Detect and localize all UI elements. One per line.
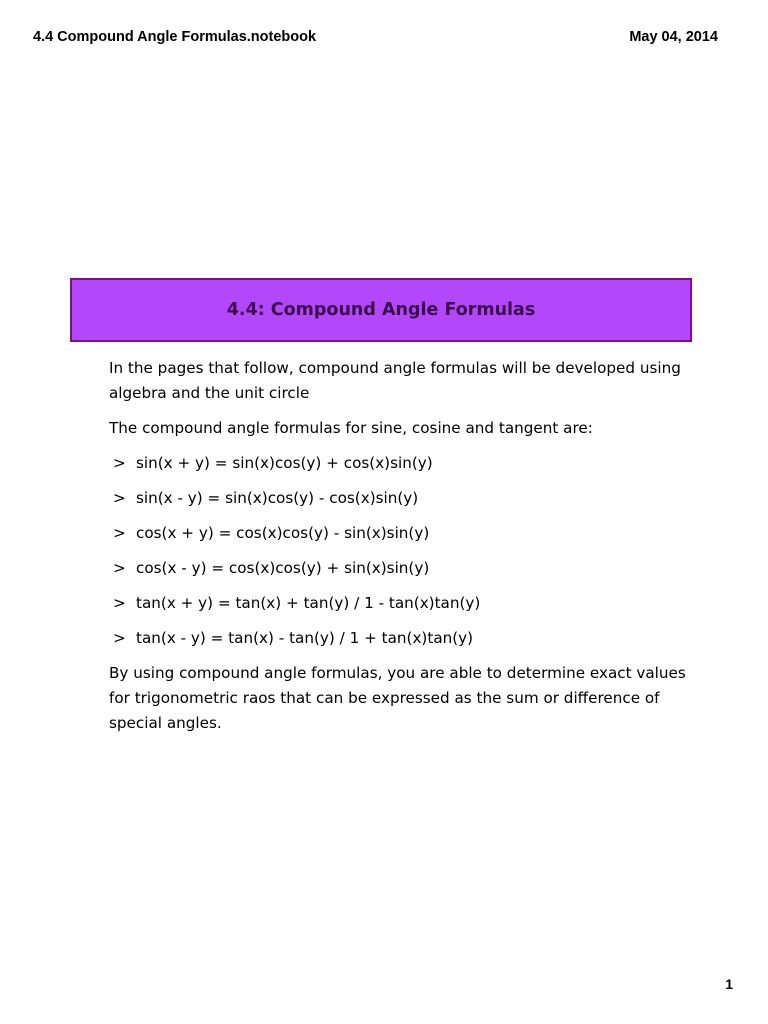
formula-text: cos(x - y) = cos(x)cos(y) + sin(x)sin(y) [136,559,430,577]
formula-item [109,486,689,511]
bullet-marker: > [113,559,126,577]
bullet-marker: > [113,629,126,647]
formula-item [109,626,689,651]
formula-text: tan(x + y) = tan(x) + tan(y) / 1 - tan(x)tan(y) [136,594,481,612]
bullet-marker: > [113,454,126,472]
page-number: 1 [725,976,733,992]
formula-item [109,591,689,616]
formula-text: sin(x + y) = sin(x)cos(y) + cos(x)sin(y) [136,454,433,472]
title-banner [70,278,692,342]
formula-text: tan(x - y) = tan(x) - tan(y) / 1 + tan(x)tan(y) [136,629,474,647]
conclusion-paragraph: By using compound angle formulas, you are able to determine exact values for trigonometric raos that can be expressed as the sum or difference of special angles. [109,664,686,732]
page-content [109,356,689,746]
intro-paragraph: In the pages that follow, compound angle formulas will be developed using algebra and the unit circle [109,359,681,402]
notebook-filename: 4.4 Compound Angle Formulas.notebook [33,29,317,45]
bullet-marker: > [113,594,126,612]
page-title: 4.4: Compound Angle Formulas [226,300,536,320]
notebook-date: May 04, 2014 [629,29,718,45]
bullet-marker: > [113,524,126,542]
lead-in-paragraph: The compound angle formulas for sine, cosine and tangent are: [109,419,593,437]
formula-item [109,451,689,476]
formula-item [109,556,689,581]
formula-item [109,521,689,546]
formula-text: sin(x - y) = sin(x)cos(y) - cos(x)sin(y) [136,489,419,507]
formula-text: cos(x + y) = cos(x)cos(y) - sin(x)sin(y) [136,524,430,542]
bullet-marker: > [113,489,126,507]
